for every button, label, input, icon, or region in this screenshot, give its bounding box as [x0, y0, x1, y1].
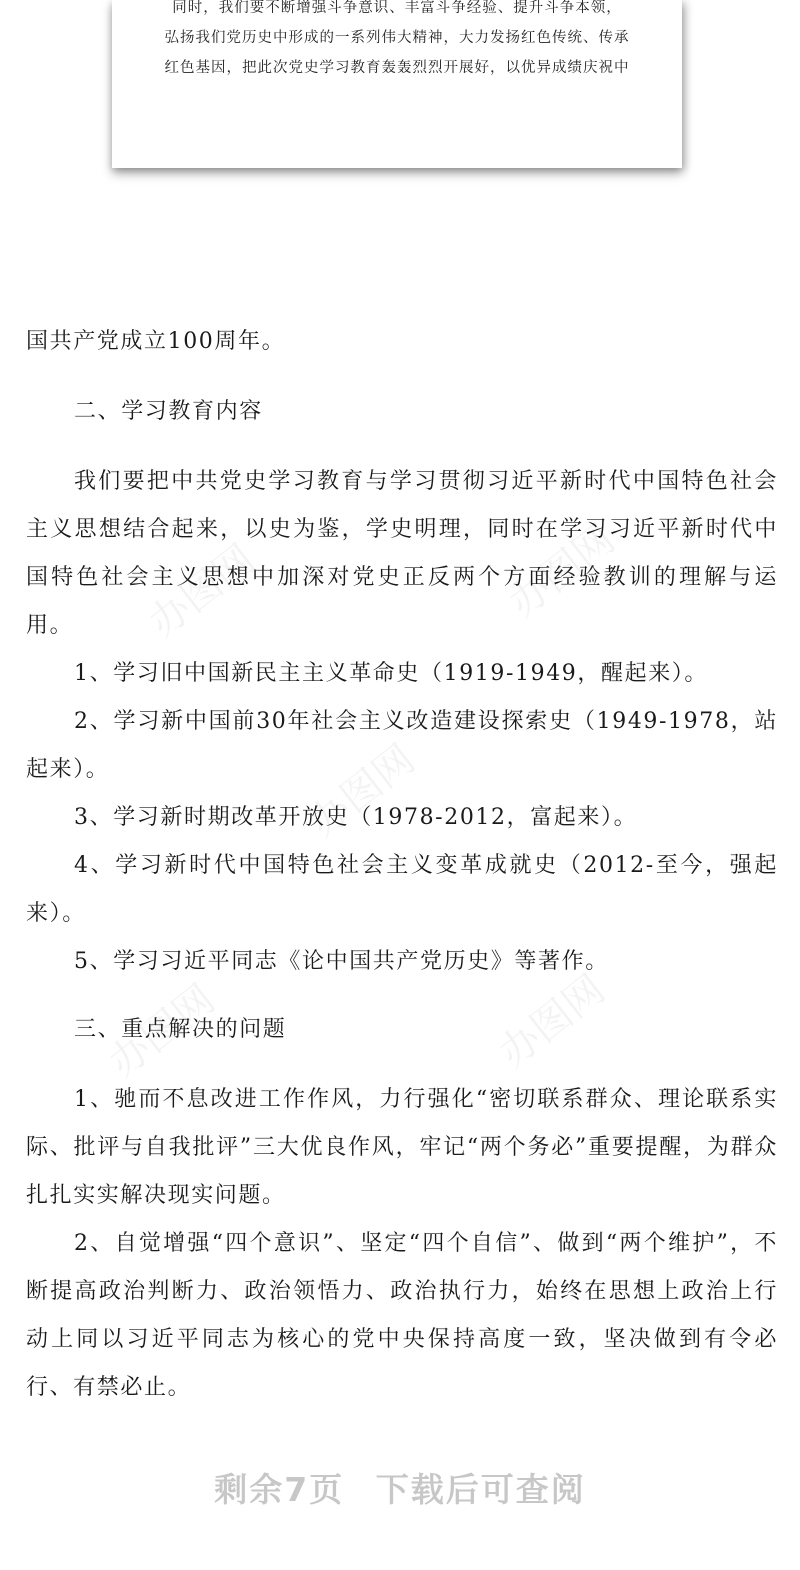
list-item: 3、学习新时期改革开放史（1978-2012，富起来）。: [74, 805, 638, 830]
page-preview-card: [112, 0, 682, 168]
list-item: 5、学习习近平同志《论中国共产党历史》等著作。: [74, 949, 609, 974]
preview-line: 同时，我们要不断增强斗争意识、丰富斗争经验、提升斗争本领，: [172, 0, 622, 16]
section-heading-issues: 三、重点解决的问题: [74, 1017, 287, 1042]
paragraph-continuation: 国共产党成立100周年。: [26, 329, 286, 354]
preview-line: 弘扬我们党历史中形成的一系列伟大精神，大力发扬红色传统、传承: [164, 30, 630, 46]
remaining-pages-count: 剩余7页: [214, 1470, 345, 1509]
section-heading-content: 二、学习教育内容: [74, 399, 263, 424]
issue-item: 1、驰而不息改进工作作风，力行强化“密切联系群众、理论联系实际、批评与自我批评”三大优良作风，牢记“两个务必”重要提醒，为群众扎扎实实解决现实问题。: [26, 1087, 778, 1208]
list-item: 4、学习新时代中国特色社会主义变革成就史（2012-至今，强起来）。: [26, 853, 778, 926]
preview-line: 红色基因，把此次党史学习教育轰轰烈烈开展好，以优异成绩庆祝中: [164, 60, 630, 76]
paragraph-intro: 我们要把中共党史学习教育与学习贯彻习近平新时代中国特色社会主义思想结合起来，以史为鉴，学史明理，同时在学习习近平新时代中国特色社会主义思想中加深对党史正反两个方面经验教训的理解与运用。: [26, 469, 778, 638]
issue-item: 2、自觉增强“四个意识”、坚定“四个自信”、做到“两个维护”，不断提高政治判断力、政治领悟力、政治执行力，始终在思想上政治上行动上同以习近平同志为核心的党中央保持高度一致，坚决做到有令必行、有禁必止。: [26, 1231, 778, 1400]
remaining-pages-notice[interactable]: [0, 1464, 800, 1511]
list-item: 1、学习旧中国新民主主义革命史（1919-1949，醒起来）。: [74, 661, 709, 686]
download-hint: 下载后可查阅: [375, 1470, 586, 1509]
list-item: 2、学习新中国前30年社会主义改造建设探索史（1949-1978，站起来）。: [26, 709, 778, 782]
document-body: [26, 318, 778, 1412]
